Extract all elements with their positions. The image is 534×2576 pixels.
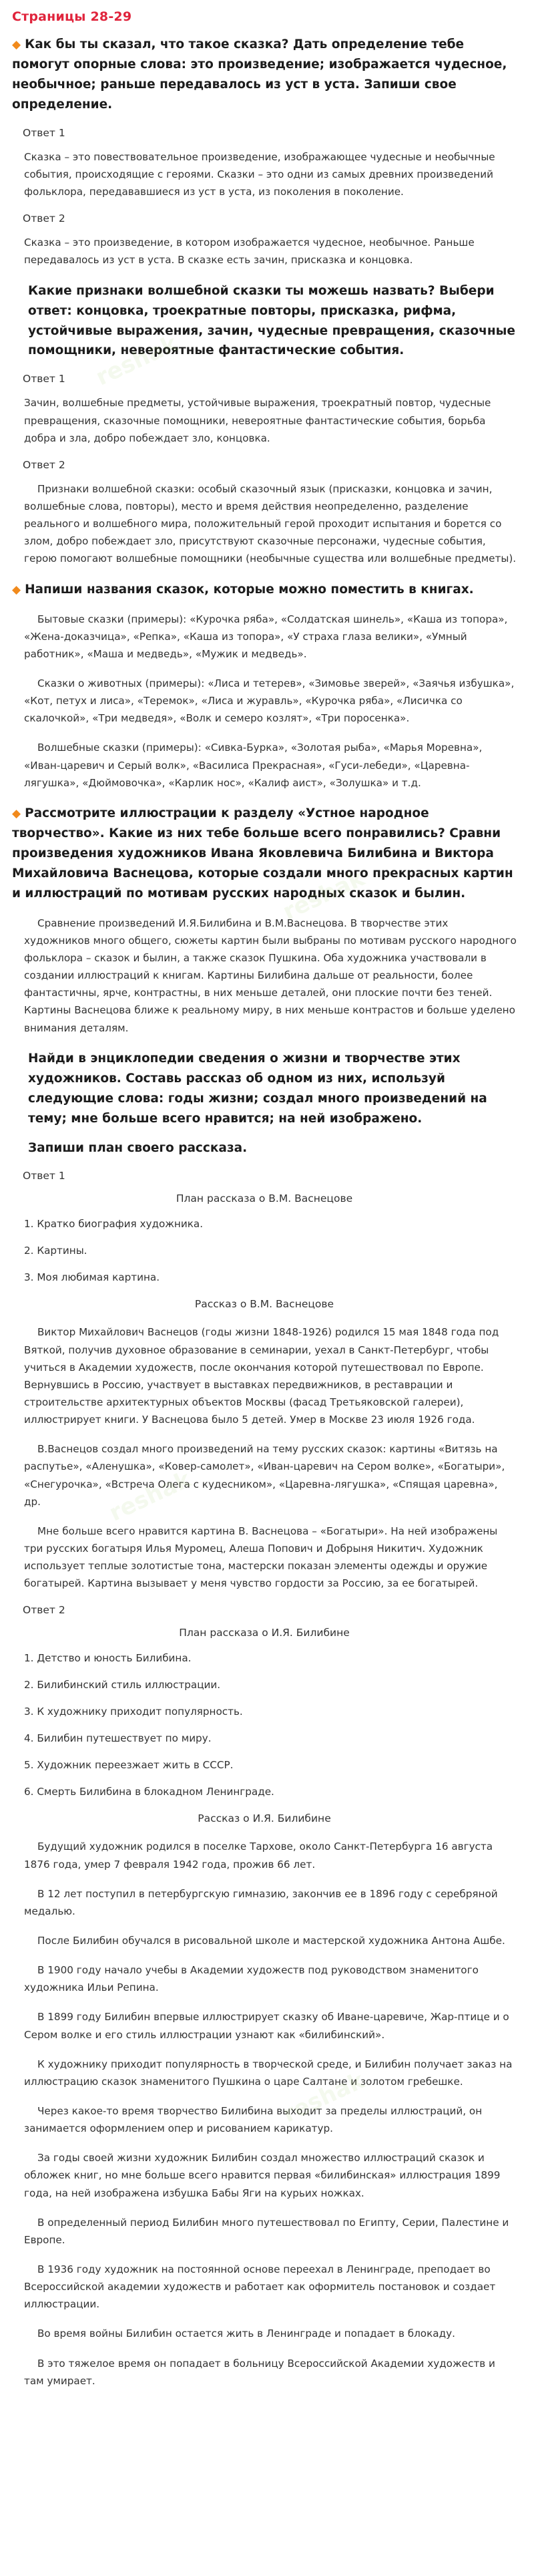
story-paragraph: К художнику приходит популярность в творческой среде, и Билибин получает заказ на иллюстрацию сказок знаменитого Пушкина о царе Салтане и золотом гребешке. bbox=[24, 2058, 513, 2088]
plan-item: 6. Смерть Билибина в блокадном Ленинграде. bbox=[24, 1786, 274, 1798]
story-paragraph: В 1899 году Билибин впервые иллюстрирует сказку об Иване-царевиче, Жар-птице и о Сером волке и его стиль иллюстрации узнают как «билибинский». bbox=[24, 2011, 509, 2041]
answer-text: Зачин, волшебные предметы, устойчивые выражения, троекратный повтор, чудесные превращения, сказочные помощники, невероятные фантастические события, борьба добра и зла, добро побеждает зло, концовка. bbox=[24, 397, 491, 444]
question-3-text: Напиши названия сказок, которые можно поместить в книгах. bbox=[25, 582, 474, 597]
story-paragraph: После Билибин обучался в рисовальной школе и мастерской художника Антона Ашбе. bbox=[37, 1935, 505, 1947]
page-title: Страницы 28-29 bbox=[12, 9, 132, 24]
answer-label: Ответ 2 bbox=[23, 1604, 65, 1617]
story-paragraph: В.Васнецов создал много произведений на тему русских сказок: картины «Витязь на распутье», «Аленушка», «Ковер-самолет», «Иван-царевич на Сером волке», «Богатыри», «Снегурочка», «Встреча Олега с кудесником», «Царевна-лягушка», «Спящая царевна», др. bbox=[24, 1443, 505, 1508]
watermark: reshak bbox=[91, 330, 182, 391]
diamond-bullet-icon: ◆ bbox=[12, 806, 21, 820]
question-5-plan: Запиши план своего рассказа. bbox=[28, 1140, 248, 1155]
answer-label: Ответ 1 bbox=[23, 373, 65, 385]
watermark: reshak bbox=[105, 1466, 196, 1527]
story-paragraph: Во время войны Билибин остается жить в Ленинграде и попадает в блокаду. bbox=[37, 2327, 455, 2340]
question-4 bbox=[12, 804, 517, 904]
answer-label: Ответ 1 bbox=[23, 1170, 65, 1182]
plan-item: 1. Детство и юность Билибина. bbox=[24, 1652, 192, 1665]
question-3 bbox=[12, 580, 517, 600]
story-paragraph: Виктор Михайлович Васнецов (годы жизни 1848-1926) родился 15 мая 1848 года под Вяткой, получив духовное образование в семинарии, уехал в Санкт-Петербург, чтобы учиться в Академии художеств, после окончания которой путешествовал по Европе. Вернувшись в Россию, участвует в выставках передвижников, в реставрации и строительстве архитектурных объектов Москвы (фасад Третьяковской галереи), иллюстрирует книги. У Васнецова было 5 детей. Умер в Москве 23 июля 1926 года. bbox=[24, 1326, 499, 1426]
answer-text: Сказки о животных (примеры): «Лиса и тетерев», «Зимовье зверей», «Заячья избушка», «Кот, петух и лиса», «Теремок», «Лиса и журавль», «Курочка ряба», «Лисичка со скалочкой», «Три медведя», «Волк и семеро козлят», «Три поросенка». bbox=[24, 677, 515, 725]
answer-text: Бытовые сказки (примеры): «Курочка ряба», «Солдатская шинель», «Каша из топора», «Жена-доказчица», «Репка», «Каша из топора», «У страха глаза велики», «Умный работник», «Маша и медведь», «Мужик и медведь». bbox=[24, 613, 508, 660]
answer-label: Ответ 2 bbox=[23, 458, 65, 471]
question-2: Какие признаки волшебной сказки ты можешь назвать? Выбери ответ: концовка, троекратные повторы, присказка, рифма, устойчивые выражения, зачин, чудесные превращения, сказочные помощники, невероятные фантастические события. bbox=[28, 283, 515, 358]
diamond-bullet-icon: ◆ bbox=[12, 38, 21, 51]
question-4-text: Рассмотрите иллюстрации к разделу «Устное народное творчество». Какие из них тебе больше всего понравились? Сравни произведения художников Ивана Яковлевича Билибина и Виктора Михайловича Васнецова, которые создали много прекрасных картин и иллюстраций по мотивам русских народных сказок и былин. bbox=[12, 806, 513, 901]
story-title: Рассказ о И.Я. Билибине bbox=[198, 1812, 331, 1825]
question-1 bbox=[12, 35, 517, 115]
question-5: Найди в энциклопедии сведения о жизни и творчестве этих художников. Составь рассказ об одном из них, используй следующие слова: годы жизни; создал много произведений на тему; мне больше всего нравится; на ней изображено. bbox=[28, 1051, 487, 1126]
plan-title: План рассказа о И.Я. Билибине bbox=[179, 1627, 350, 1639]
answer-text: Признаки волшебной сказки: особый сказочный язык (присказки, концовка и зачин, волшебные слова, повторы), место и время действия неопределенно, разделение реального и волшебного мира, положительный герой проходит испытания и борется со злом, добро побеждает зло, присутствуют сказочные персонажи, чудесные события, герою помогают волшебные помощники (необычные существа или волшебные предметы). bbox=[24, 482, 517, 565]
story-paragraph: Мне больше всего нравится картина В. Васнецова – «Богатыри». На ней изображены три русских богатыря Илья Муромец, Алеша Попович и Добрыня Никитич. Художник использует теплые золотистые тона, мастерски показан элементы одежды и оружие богатырей. Картина вызывает у меня чувство гордости за Россию, за ее богатырей. bbox=[24, 1524, 498, 1590]
answer-label: Ответ 2 bbox=[23, 212, 65, 225]
story-paragraph: За годы своей жизни художник Билибин создал множество иллюстраций сказок и обложек книг, но мне больше всего нравится первая «билибинская» иллюстрация 1899 года, на ней изображена избушка Бабы Яги на курьих ножках. bbox=[24, 2152, 501, 2199]
answer-text: Сравнение произведений И.Я.Билибина и В.М.Васнецова. В творчестве этих художников много общего, сюжеты картин были выбраны по мотивам русского народного фольклора – сказок и былин, а также сказок Пушкина. Оба художника участвовали в создании иллюстраций к книгам. Картины Билибина дальше от реальности, более фантастичны, ярче, контрастны, в них меньше деталей, они плоские почти без теней. Картины Васнецова ближе к реальному миру, в них меньше контрастов и больше уделено внимания деталям. bbox=[24, 917, 517, 1034]
story-paragraph: В это тяжелое время он попадает в больницу Всероссийской Академии художеств и там умирает. bbox=[24, 2357, 495, 2387]
plan-item: 4. Билибин путешествует по миру. bbox=[24, 1732, 212, 1745]
plan-item: 2. Картины. bbox=[24, 1245, 87, 1257]
plan-item: 2. Билибинский стиль иллюстрации. bbox=[24, 1679, 221, 1692]
story-paragraph: Через какое-то время творчество Билибина выходит за пределы иллюстраций, он занимается оформлением опер и рисованием карикатур. bbox=[24, 2105, 483, 2135]
story-paragraph: В 1900 году начало учебы в Академии художеств под руководством знаменитого художника Ильи Репина. bbox=[24, 1964, 479, 1994]
plan-item: 5. Художник переезжает жить в СССР. bbox=[24, 1759, 234, 1772]
answer-label: Ответ 1 bbox=[23, 126, 65, 139]
story-paragraph: Будущий художник родился в поселке Тархове, около Санкт-Петербурга 16 августа 1876 года, умер 7 февраля 1942 года, прожив 66 лет. bbox=[24, 1840, 493, 1871]
plan-item: 3. Моя любимая картина. bbox=[24, 1271, 160, 1284]
story-paragraph: В определенный период Билибин много путешествовал по Египту, Серии, Палестине и Европе. bbox=[24, 2216, 509, 2246]
diamond-bullet-icon: ◆ bbox=[12, 583, 21, 597]
story-paragraph: В 12 лет поступил в петербургскую гимназию, закончив ее в 1896 году с серебряной медалью. bbox=[24, 1887, 498, 1917]
answer-text: Сказка – это произведение, в котором изображается чудесное, необычное. Раньше передавалось из уст в уста. В сказке есть зачин, присказка и концовка. bbox=[24, 236, 475, 267]
answer-text: Сказка – это повествовательное произведение, изображающее чудесные и необычные события, происходящие с героями. Сказки – это одни из самых древних произведений фольклора, передававшиеся из уст в уста, из поколения в поколение. bbox=[24, 150, 495, 198]
watermark: reshak bbox=[278, 2067, 369, 2128]
question-1-text: Как бы ты сказал, что такое сказка? Дать определение тебе помогут опорные слова: это произведение; изображается чудесное, необычное; раньше передавалось из уст в уста. Запиши свое определение. bbox=[12, 37, 507, 112]
story-paragraph: В 1936 году художник на постоянной основе переехал в Ленинграде, преподает во Всероссийской академии художеств и работает как оформитель постановок и создает иллюстрации. bbox=[24, 2263, 496, 2311]
plan-title: План рассказа о В.М. Васнецове bbox=[176, 1192, 353, 1205]
story-title: Рассказ о В.М. Васнецове bbox=[194, 1298, 334, 1311]
watermark: reshak bbox=[278, 864, 369, 926]
plan-item: 1. Кратко биография художника. bbox=[24, 1218, 204, 1231]
plan-item: 3. К художнику приходит популярность. bbox=[24, 1706, 243, 1718]
answer-text: Волшебные сказки (примеры): «Сивка-Бурка», «Золотая рыба», «Марья Моревна», «Иван-царевич и Серый волк», «Василиса Прекрасная», «Гуси-лебеди», «Царевна-лягушка», «Дюймовочка», «Карлик нос», «Калиф аист», «Золушка» и т.д. bbox=[24, 742, 483, 789]
